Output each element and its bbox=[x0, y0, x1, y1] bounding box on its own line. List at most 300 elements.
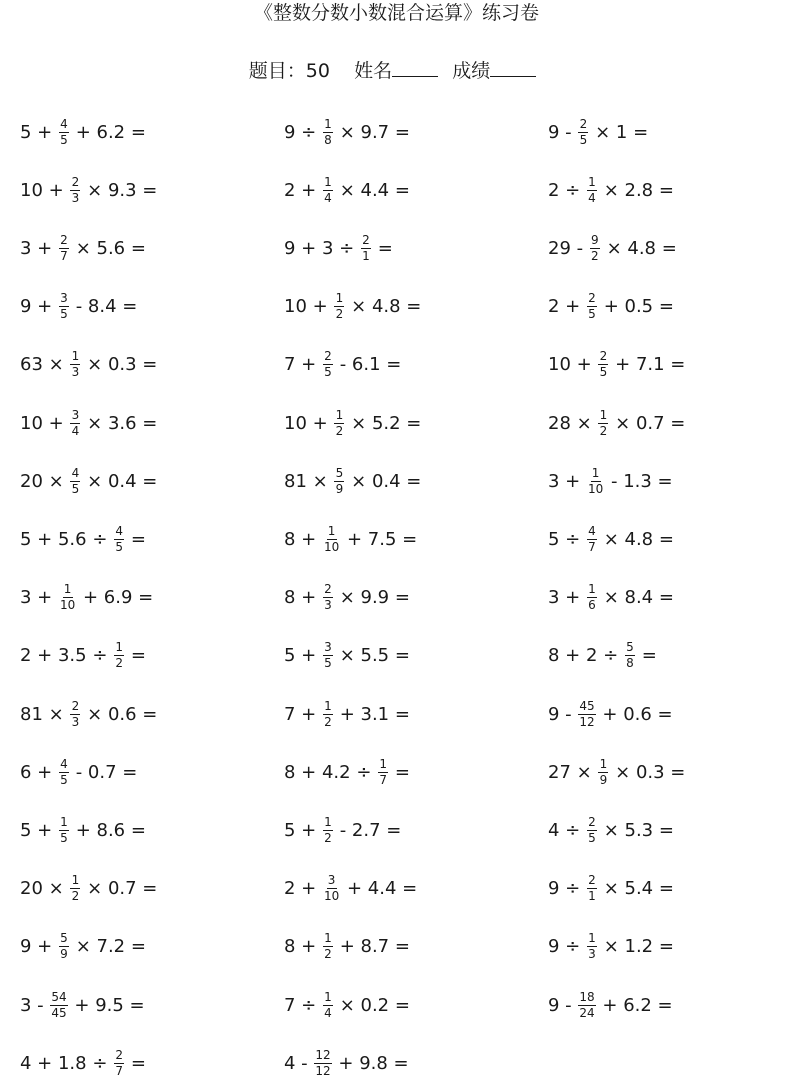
expression-text: 9 ÷ bbox=[284, 121, 322, 143]
expression-text: 5 + bbox=[20, 121, 58, 143]
expression-text: × 0.2 = bbox=[333, 994, 410, 1016]
denominator: 5 bbox=[60, 830, 68, 845]
denominator: 4 bbox=[71, 423, 80, 438]
numerator: 2 bbox=[599, 349, 608, 364]
expression-text: 20 × bbox=[20, 878, 70, 900]
numerator: 1 bbox=[71, 349, 80, 364]
denominator: 6 bbox=[588, 598, 596, 613]
math-problem bbox=[284, 397, 421, 449]
math-problem bbox=[548, 572, 674, 624]
expression-text: 8 + 2 ÷ bbox=[548, 645, 624, 667]
numerator: 1 bbox=[599, 407, 608, 422]
name-blank[interactable] bbox=[392, 58, 438, 77]
denominator: 9 bbox=[335, 481, 344, 496]
denominator: 5 bbox=[60, 772, 68, 787]
fraction bbox=[323, 991, 333, 1020]
math-problem bbox=[548, 106, 648, 158]
math-problem bbox=[284, 688, 410, 740]
denominator: 2 bbox=[335, 307, 344, 322]
denominator: 10 bbox=[587, 481, 604, 496]
numerator: 3 bbox=[60, 291, 68, 306]
denominator: 10 bbox=[323, 539, 340, 554]
fraction bbox=[590, 234, 600, 263]
expression-text: 81 × bbox=[284, 470, 334, 492]
expression-text: × 9.3 = bbox=[81, 179, 158, 201]
denominator: 7 bbox=[588, 539, 596, 554]
denominator: 5 bbox=[599, 365, 608, 380]
math-problem bbox=[20, 1037, 146, 1089]
denominator: 1 bbox=[588, 889, 596, 904]
numerator: 1 bbox=[588, 174, 596, 189]
math-problem bbox=[284, 572, 410, 624]
fraction bbox=[59, 118, 69, 147]
denominator: 45 bbox=[51, 1005, 67, 1020]
expression-text: × 5.2 = bbox=[345, 412, 422, 434]
numerator: 5 bbox=[335, 465, 344, 480]
fraction bbox=[59, 816, 69, 845]
expression-text: = bbox=[125, 645, 146, 667]
numerator: 4 bbox=[60, 756, 68, 771]
fraction bbox=[587, 874, 597, 903]
numerator: 2 bbox=[588, 291, 596, 306]
expression-text: 5 + bbox=[284, 645, 322, 667]
numerator: 1 bbox=[379, 756, 387, 771]
math-problem bbox=[284, 630, 410, 682]
denominator: 5 bbox=[60, 307, 68, 322]
expression-text: 28 × bbox=[548, 412, 598, 434]
expression-text: × 0.3 = bbox=[609, 761, 686, 783]
expression-text: - 6.1 = bbox=[333, 354, 402, 376]
numerator: 1 bbox=[324, 698, 332, 713]
math-problem bbox=[548, 222, 677, 274]
math-problem bbox=[20, 164, 157, 216]
expression-text: 2 + 3.5 ÷ bbox=[20, 645, 114, 667]
fraction bbox=[587, 583, 597, 612]
math-problem bbox=[284, 863, 417, 915]
expression-text: 10 + bbox=[20, 179, 70, 201]
math-problem bbox=[20, 455, 157, 507]
math-problem bbox=[284, 455, 421, 507]
expression-text: × 3.6 = bbox=[81, 412, 158, 434]
expression-text: 7 + bbox=[284, 703, 322, 725]
expression-text: × 0.7 = bbox=[609, 412, 686, 434]
numerator: 1 bbox=[60, 814, 68, 829]
math-problem bbox=[548, 746, 685, 798]
math-problem bbox=[20, 921, 146, 973]
fraction bbox=[59, 234, 69, 263]
expression-text: 9 ÷ bbox=[548, 878, 586, 900]
expression-text: = bbox=[371, 237, 393, 259]
fraction bbox=[334, 292, 344, 321]
math-problem bbox=[20, 281, 137, 333]
denominator: 3 bbox=[588, 947, 596, 962]
math-problem bbox=[284, 164, 410, 216]
expression-text: 7 ÷ bbox=[284, 994, 322, 1016]
expression-text: × 5.4 = bbox=[597, 878, 674, 900]
denominator: 10 bbox=[59, 598, 76, 613]
numerator: 1 bbox=[324, 174, 332, 189]
denominator: 5 bbox=[60, 132, 68, 147]
fraction bbox=[114, 1049, 124, 1078]
expression-text: + 0.5 = bbox=[597, 296, 674, 318]
fraction bbox=[587, 292, 597, 321]
expression-text: 8 + bbox=[284, 587, 322, 609]
fraction bbox=[59, 583, 76, 612]
expression-text: 4 + 1.8 ÷ bbox=[20, 1052, 114, 1074]
numerator: 1 bbox=[324, 931, 332, 946]
fraction bbox=[59, 932, 69, 961]
expression-text: × 4.8 = bbox=[597, 528, 674, 550]
fraction bbox=[59, 758, 69, 787]
expression-text: 3 + bbox=[20, 237, 58, 259]
numerator: 1 bbox=[327, 523, 336, 538]
math-problem bbox=[20, 513, 146, 565]
expression-text: = bbox=[635, 645, 657, 667]
denominator: 4 bbox=[324, 1005, 332, 1020]
expression-text: + 7.1 = bbox=[609, 354, 686, 376]
math-problem bbox=[548, 979, 673, 1031]
fraction bbox=[323, 816, 333, 845]
expression-text: = bbox=[125, 1052, 146, 1074]
name-label: 姓名 bbox=[354, 60, 393, 82]
numerator: 5 bbox=[626, 640, 634, 655]
math-problem bbox=[548, 339, 685, 391]
denominator: 9 bbox=[60, 947, 68, 962]
numerator: 3 bbox=[71, 407, 80, 422]
numerator: 18 bbox=[579, 989, 595, 1004]
expression-text: 2 + bbox=[284, 179, 322, 201]
expression-text: - 1.3 = bbox=[605, 470, 673, 492]
expression-text: + 8.7 = bbox=[333, 936, 410, 958]
math-problem bbox=[20, 688, 157, 740]
denominator: 1 bbox=[362, 248, 370, 263]
numerator: 9 bbox=[591, 232, 599, 247]
math-problem bbox=[20, 339, 157, 391]
numerator: 1 bbox=[324, 814, 332, 829]
numerator: 1 bbox=[588, 931, 596, 946]
fraction bbox=[114, 525, 124, 554]
numerator: 1 bbox=[324, 116, 332, 131]
numerator: 1 bbox=[335, 291, 344, 306]
math-problem bbox=[548, 921, 674, 973]
math-problem bbox=[284, 513, 417, 565]
numerator: 54 bbox=[51, 989, 67, 1004]
expression-text: 2 + bbox=[284, 878, 322, 900]
expression-text: - 8.4 = bbox=[69, 296, 138, 318]
fraction bbox=[70, 467, 80, 496]
fraction bbox=[323, 350, 333, 379]
expression-text: + 0.6 = bbox=[596, 703, 673, 725]
math-problem bbox=[20, 572, 153, 624]
denominator: 7 bbox=[379, 772, 387, 787]
math-problem bbox=[20, 746, 137, 798]
fraction bbox=[323, 583, 333, 612]
math-problem bbox=[20, 630, 146, 682]
denominator: 2 bbox=[324, 714, 332, 729]
expression-text: 81 × bbox=[20, 703, 70, 725]
numerator: 2 bbox=[115, 1047, 123, 1062]
math-problem bbox=[20, 222, 146, 274]
numerator: 45 bbox=[579, 698, 595, 713]
numerator: 1 bbox=[324, 989, 332, 1004]
numerator: 1 bbox=[591, 465, 600, 480]
denominator: 5 bbox=[324, 365, 332, 380]
expression-text: 3 - bbox=[20, 994, 50, 1016]
expression-text: × 0.6 = bbox=[81, 703, 158, 725]
expression-text: × 5.3 = bbox=[597, 819, 674, 841]
denominator: 5 bbox=[588, 307, 596, 322]
expression-text: 20 × bbox=[20, 470, 70, 492]
expression-text: 10 + bbox=[284, 412, 334, 434]
math-problem bbox=[284, 106, 410, 158]
fraction bbox=[361, 234, 371, 263]
numerator: 1 bbox=[63, 582, 72, 597]
math-problem bbox=[284, 281, 421, 333]
math-problem bbox=[548, 804, 674, 856]
expression-text: - 0.7 = bbox=[69, 761, 138, 783]
fraction bbox=[70, 700, 80, 729]
math-problem bbox=[284, 979, 410, 1031]
numerator: 2 bbox=[324, 349, 332, 364]
expression-text: 3 + bbox=[548, 587, 586, 609]
denominator: 7 bbox=[60, 248, 68, 263]
numerator: 4 bbox=[60, 116, 68, 131]
expression-text: × 5.6 = bbox=[69, 237, 146, 259]
numerator: 3 bbox=[324, 640, 332, 655]
denominator: 2 bbox=[324, 947, 332, 962]
denominator: 8 bbox=[626, 656, 634, 671]
numerator: 1 bbox=[115, 640, 123, 655]
denominator: 2 bbox=[71, 889, 80, 904]
expression-text: × 7.2 = bbox=[69, 936, 146, 958]
expression-text: × 0.4 = bbox=[345, 470, 422, 492]
denominator: 5 bbox=[115, 539, 123, 554]
fraction bbox=[378, 758, 388, 787]
math-problem bbox=[548, 397, 685, 449]
expression-text: + 4.4 = bbox=[341, 878, 418, 900]
math-problem bbox=[20, 979, 145, 1031]
fraction bbox=[598, 350, 608, 379]
math-problem bbox=[20, 397, 157, 449]
expression-text: 9 + bbox=[20, 296, 58, 318]
denominator: 12 bbox=[579, 714, 595, 729]
denominator: 9 bbox=[599, 772, 608, 787]
expression-text: + 9.8 = bbox=[332, 1052, 409, 1074]
fraction bbox=[323, 874, 340, 903]
expression-text: 3 + bbox=[20, 587, 58, 609]
denominator: 10 bbox=[323, 889, 340, 904]
expression-text: 5 + bbox=[20, 819, 58, 841]
expression-text: 9 - bbox=[548, 121, 578, 143]
fraction bbox=[59, 292, 69, 321]
expression-text: 8 + bbox=[284, 528, 322, 550]
expression-text: × 2.8 = bbox=[597, 179, 674, 201]
denominator: 12 bbox=[315, 1063, 331, 1078]
expression-text: × 0.4 = bbox=[81, 470, 158, 492]
fraction bbox=[334, 467, 344, 496]
expression-text: + 6.2 = bbox=[69, 121, 146, 143]
expression-text: × 4.8 = bbox=[345, 296, 422, 318]
fraction bbox=[587, 176, 597, 205]
math-problem bbox=[548, 455, 673, 507]
expression-text: × 4.8 = bbox=[600, 237, 677, 259]
denominator: 4 bbox=[588, 190, 596, 205]
expression-text: + 7.5 = bbox=[341, 528, 418, 550]
fraction bbox=[70, 874, 80, 903]
denominator: 3 bbox=[71, 365, 80, 380]
expression-text: 9 + bbox=[20, 936, 58, 958]
numerator: 4 bbox=[115, 523, 123, 538]
numerator: 2 bbox=[60, 232, 68, 247]
numerator: 4 bbox=[71, 465, 80, 480]
expression-text: 9 - bbox=[548, 703, 578, 725]
denominator: 2 bbox=[599, 423, 608, 438]
fraction bbox=[323, 118, 333, 147]
numerator: 2 bbox=[362, 232, 370, 247]
fraction bbox=[323, 176, 333, 205]
denominator: 5 bbox=[71, 481, 80, 496]
expression-text: + 9.5 = bbox=[68, 994, 145, 1016]
fraction bbox=[70, 176, 80, 205]
math-problem bbox=[284, 746, 410, 798]
expression-text: 8 + bbox=[284, 936, 322, 958]
fraction bbox=[578, 700, 595, 729]
expression-text: 5 + 5.6 ÷ bbox=[20, 528, 114, 550]
fraction bbox=[70, 409, 80, 438]
math-problem bbox=[20, 863, 157, 915]
numerator: 1 bbox=[588, 582, 596, 597]
numerator: 3 bbox=[327, 873, 336, 888]
expression-text: 29 - bbox=[548, 237, 589, 259]
expression-text: 6 + bbox=[20, 761, 58, 783]
denominator: 7 bbox=[115, 1063, 123, 1078]
denominator: 5 bbox=[579, 132, 588, 147]
fraction bbox=[323, 700, 333, 729]
expression-text: 5 + bbox=[284, 819, 322, 841]
expression-text: 9 - bbox=[548, 994, 578, 1016]
math-problem bbox=[548, 688, 673, 740]
fraction bbox=[578, 118, 588, 147]
math-problem bbox=[284, 339, 401, 391]
math-problem bbox=[548, 630, 657, 682]
math-problem bbox=[20, 106, 146, 158]
expression-text: 3 + bbox=[548, 470, 586, 492]
expression-text: = bbox=[125, 528, 146, 550]
numerator: 2 bbox=[71, 174, 80, 189]
expression-text: × 4.4 = bbox=[333, 179, 410, 201]
fraction bbox=[587, 932, 597, 961]
numerator: 2 bbox=[71, 698, 80, 713]
fraction bbox=[323, 932, 333, 961]
worksheet-info bbox=[0, 58, 793, 84]
math-problem bbox=[548, 164, 674, 216]
fraction bbox=[578, 991, 595, 1020]
math-problem bbox=[284, 1037, 409, 1089]
expression-text: 4 ÷ bbox=[548, 819, 586, 841]
numerator: 2 bbox=[588, 814, 596, 829]
denominator: 24 bbox=[579, 1005, 595, 1020]
expression-text: + 6.2 = bbox=[596, 994, 673, 1016]
worksheet-title: 《整数分数小数混合运算》练习卷 bbox=[253, 2, 539, 24]
numerator: 5 bbox=[60, 931, 68, 946]
expression-text: × 1.2 = bbox=[597, 936, 674, 958]
score-blank[interactable] bbox=[490, 58, 536, 77]
expression-text: - 2.7 = bbox=[333, 819, 402, 841]
fraction bbox=[598, 758, 608, 787]
math-problem bbox=[20, 804, 146, 856]
denominator: 2 bbox=[335, 423, 344, 438]
expression-text: 10 + bbox=[548, 354, 598, 376]
fraction bbox=[323, 641, 333, 670]
expression-text: 9 + 3 ÷ bbox=[284, 237, 360, 259]
expression-text: × 0.3 = bbox=[81, 354, 158, 376]
numerator: 1 bbox=[71, 873, 80, 888]
numerator: 1 bbox=[599, 756, 608, 771]
fraction bbox=[625, 641, 635, 670]
denominator: 2 bbox=[324, 830, 332, 845]
expression-text: 2 + bbox=[548, 296, 586, 318]
score-label: 成绩 bbox=[452, 60, 491, 82]
fraction bbox=[70, 350, 80, 379]
numerator: 2 bbox=[324, 582, 332, 597]
denominator: 3 bbox=[71, 190, 80, 205]
expression-text: 2 ÷ bbox=[548, 179, 586, 201]
numerator: 2 bbox=[588, 873, 596, 888]
fraction bbox=[114, 641, 124, 670]
expression-text: 8 + 4.2 ÷ bbox=[284, 761, 378, 783]
math-problem bbox=[284, 804, 401, 856]
math-problem bbox=[548, 863, 674, 915]
expression-text: × 9.7 = bbox=[333, 121, 410, 143]
denominator: 5 bbox=[588, 830, 596, 845]
fraction bbox=[587, 467, 604, 496]
expression-text: 4 - bbox=[284, 1052, 314, 1074]
expression-text: = bbox=[389, 761, 410, 783]
expression-text: + 8.6 = bbox=[69, 819, 146, 841]
numerator: 2 bbox=[579, 116, 588, 131]
fraction bbox=[587, 816, 597, 845]
fraction bbox=[334, 409, 344, 438]
math-problem bbox=[548, 281, 674, 333]
denominator: 3 bbox=[71, 714, 80, 729]
expression-text: 5 ÷ bbox=[548, 528, 586, 550]
expression-text: + 6.9 = bbox=[77, 587, 154, 609]
question-count: 题目：50 bbox=[248, 60, 330, 82]
numerator: 4 bbox=[588, 523, 596, 538]
expression-text: 9 ÷ bbox=[548, 936, 586, 958]
math-problem bbox=[284, 222, 393, 274]
fraction bbox=[50, 991, 67, 1020]
expression-text: 7 + bbox=[284, 354, 322, 376]
expression-text: × 5.5 = bbox=[333, 645, 410, 667]
numerator: 12 bbox=[315, 1047, 331, 1062]
fraction bbox=[587, 525, 597, 554]
denominator: 4 bbox=[324, 190, 332, 205]
fraction bbox=[323, 525, 340, 554]
math-problem bbox=[548, 513, 674, 565]
denominator: 8 bbox=[324, 132, 332, 147]
expression-text: × 8.4 = bbox=[597, 587, 674, 609]
denominator: 3 bbox=[324, 598, 332, 613]
expression-text: × 1 = bbox=[589, 121, 649, 143]
expression-text: 63 × bbox=[20, 354, 70, 376]
expression-text: × 9.9 = bbox=[333, 587, 410, 609]
expression-text: 10 + bbox=[284, 296, 334, 318]
math-problem bbox=[284, 921, 410, 973]
expression-text: + 3.1 = bbox=[333, 703, 410, 725]
denominator: 5 bbox=[324, 656, 332, 671]
expression-text: 27 × bbox=[548, 761, 598, 783]
